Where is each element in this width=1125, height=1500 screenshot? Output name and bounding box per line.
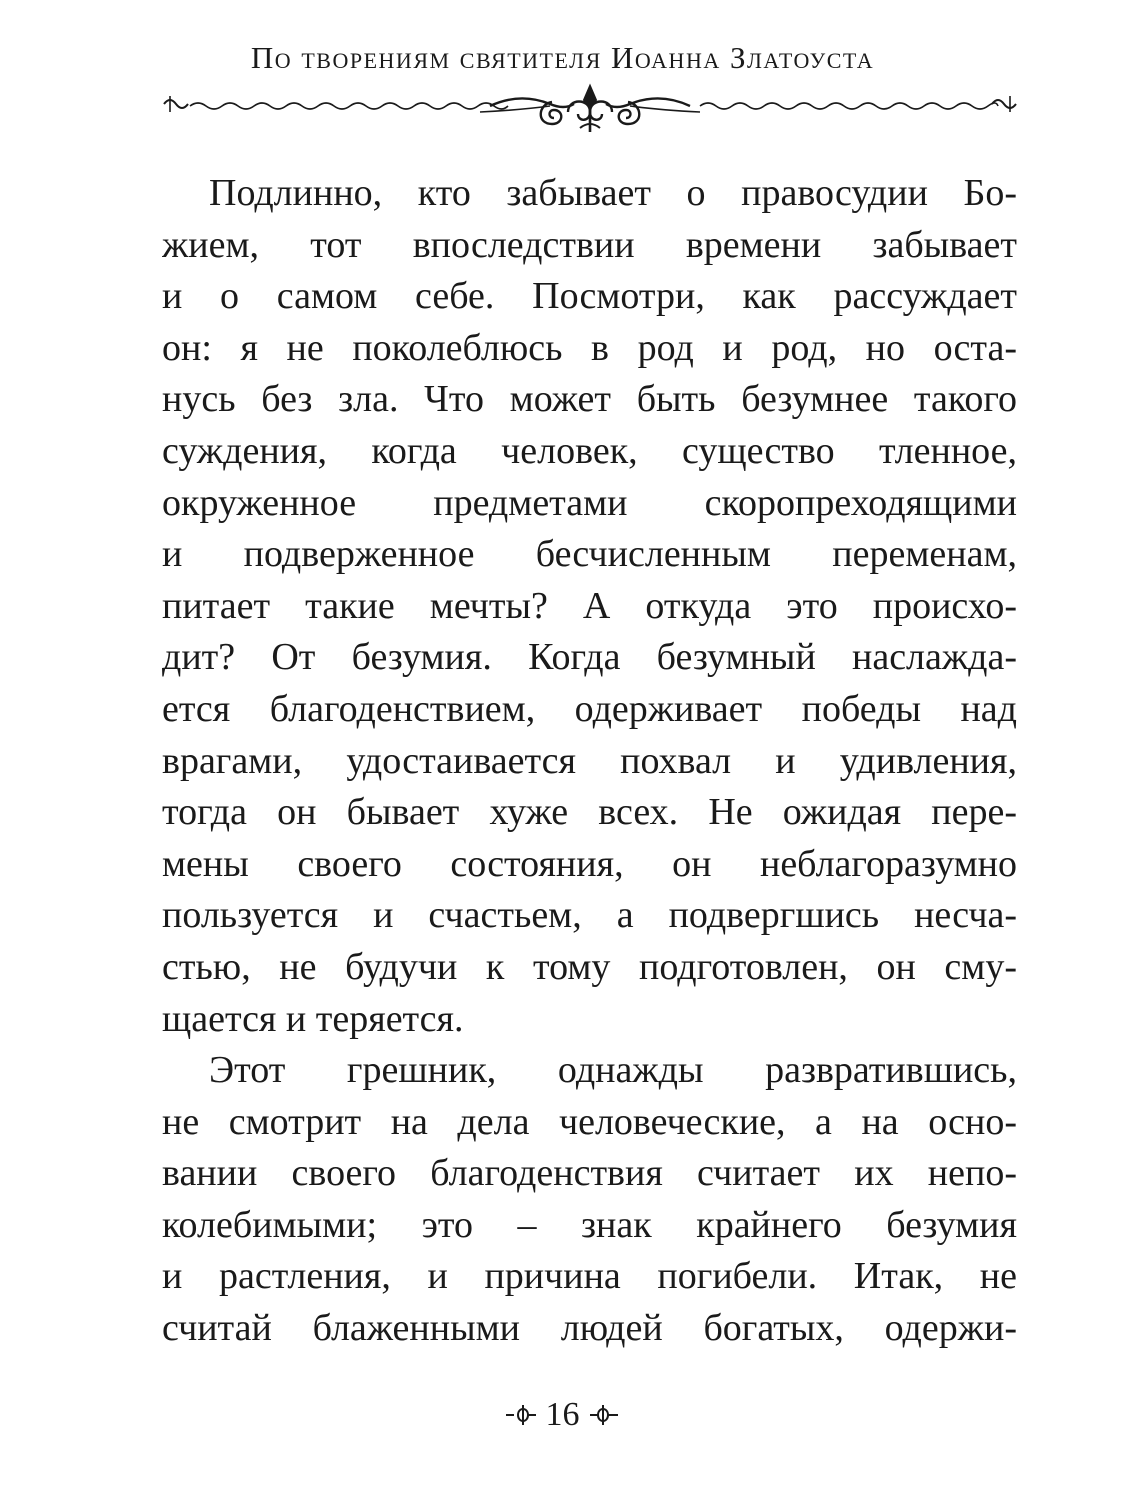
text-line: окруженное предметами скоропреходящими bbox=[162, 481, 1017, 524]
page-footer bbox=[0, 1396, 1125, 1434]
text-line: нусь без зла. Что может быть безумнее такого bbox=[162, 378, 1017, 421]
text-line: не смотрит на дела человеческие, а на осно- bbox=[162, 1100, 1017, 1143]
text-line: питает такие мечты? А откуда это происхо- bbox=[162, 584, 1017, 627]
text-line: пользуется и счастьем, а подвергшись несча- bbox=[162, 894, 1017, 937]
knot-ornament-icon bbox=[504, 1400, 538, 1430]
text-line: колебимыми; это – знак крайнего безумия bbox=[162, 1203, 1017, 1246]
text-line: вании своего благоденствия считает их непо- bbox=[162, 1152, 1017, 1195]
knot-ornament-icon bbox=[588, 1400, 622, 1430]
body-text bbox=[162, 168, 1017, 1355]
page-number: 16 bbox=[545, 1396, 580, 1433]
text-line: ется благоденствием, одерживает победы над bbox=[162, 687, 1017, 730]
paragraph-2 bbox=[162, 1045, 1017, 1355]
text-line: врагами, удостаивается похвал и удивления, bbox=[162, 739, 1017, 782]
text-line: тогда он бывает хуже всех. Не ожидая пере- bbox=[162, 791, 1017, 834]
text-line: стью, не будучи к тому подготовлен, он сму- bbox=[162, 945, 1017, 988]
text-line: считай блаженными людей богатых, одержи- bbox=[162, 1307, 1017, 1350]
text-line: он: я не поколеблюсь в род и род, но оста- bbox=[162, 326, 1017, 369]
text-line: дит? От безумия. Когда безумный наслажда- bbox=[162, 636, 1017, 679]
text-line: Подлинно, кто забывает о правосудии Бо- bbox=[209, 172, 1017, 214]
text-line: щается и теряется. bbox=[162, 997, 464, 1040]
text-line: и о самом себе. Посмотри, как рассуждает bbox=[162, 275, 1017, 318]
text-line: суждения, когда человек, существо тленное, bbox=[162, 429, 1017, 472]
floral-divider-icon bbox=[160, 82, 1020, 140]
text-line: и растления, и причина погибели. Итак, не bbox=[162, 1255, 1017, 1298]
text-line: жием, тот впоследствии времени забывает bbox=[162, 223, 1017, 266]
text-line: Этот грешник, однажды развратившись, bbox=[209, 1049, 1017, 1092]
text-line: и подверженное бесчисленным переменам, bbox=[162, 533, 1017, 576]
text-line: мены своего состояния, он неблагоразумно bbox=[162, 842, 1017, 885]
running-head: По творениям святителя Иоанна Златоуста bbox=[250, 40, 875, 75]
paragraph-1 bbox=[162, 168, 1017, 1045]
